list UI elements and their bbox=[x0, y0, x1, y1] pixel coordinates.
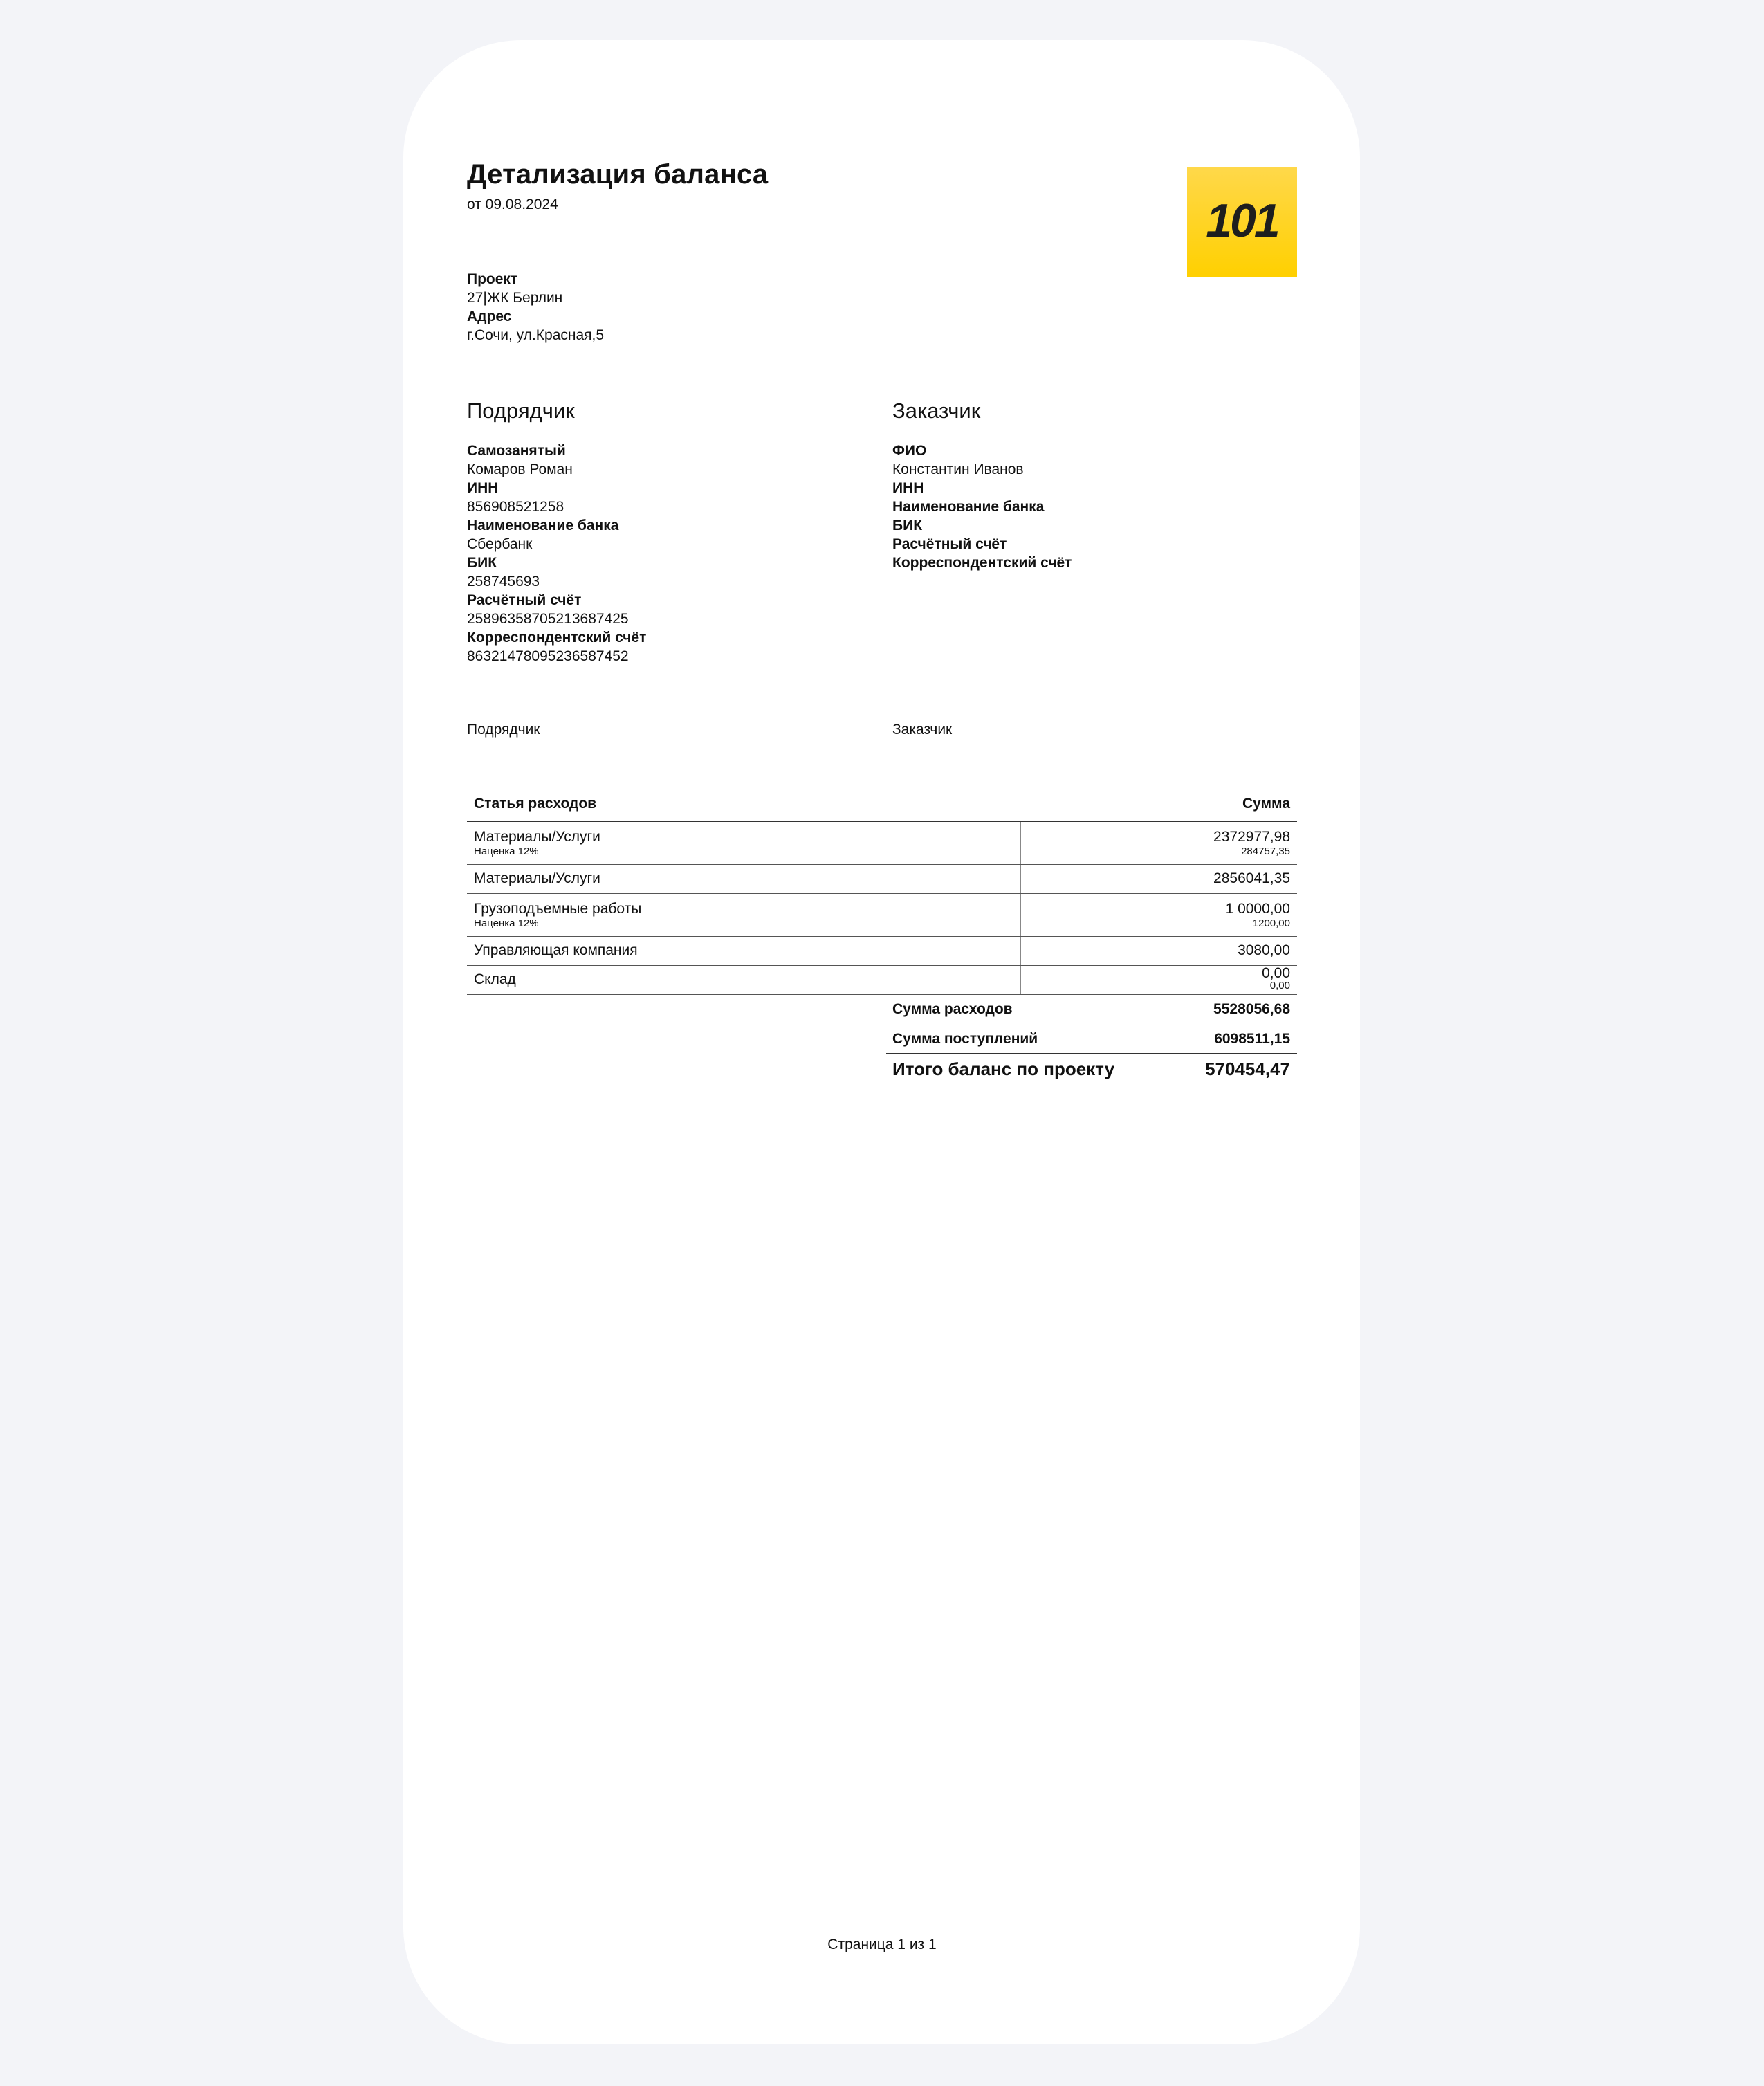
expense-name-cell bbox=[467, 821, 1021, 864]
expense-sub-sum: 0,00 bbox=[1269, 980, 1290, 991]
expense-note: Наценка 12% bbox=[474, 845, 539, 857]
expense-name: Склад bbox=[474, 971, 516, 987]
customer-field-label: Расчётный счёт bbox=[892, 536, 1007, 552]
contractor-field-label: Расчётный счёт bbox=[467, 592, 582, 608]
expense-sum: 2372977,98 bbox=[1213, 828, 1290, 845]
contractor-field-value: 856908521258 bbox=[467, 499, 564, 515]
logo-text: 101 bbox=[1206, 194, 1278, 247]
project-label: Проект bbox=[467, 271, 518, 287]
contractor-signature-label: Подрядчик bbox=[467, 722, 540, 738]
contractor-field-value: 258745693 bbox=[467, 574, 540, 589]
document-title: Детализация баланса bbox=[467, 159, 769, 190]
expenses-table bbox=[467, 787, 1297, 995]
expense-sum-cell bbox=[1021, 965, 1298, 994]
expense-sum-cell bbox=[1021, 864, 1298, 893]
expense-sum: 3080,00 bbox=[1238, 942, 1290, 958]
table-header-row bbox=[467, 787, 1297, 821]
expense-name: Управляющая компания bbox=[474, 942, 638, 958]
expense-name: Грузоподъемные работы bbox=[474, 900, 642, 917]
contractor-field-value: 25896358705213687425 bbox=[467, 611, 629, 627]
project-value: 27|ЖК Берлин bbox=[467, 290, 563, 306]
total-expenses-value: 5528056,68 bbox=[1213, 1001, 1290, 1017]
contractor-field-label: БИК bbox=[467, 555, 497, 571]
expense-sum: 0,00 bbox=[1262, 965, 1290, 981]
customer-signature-label: Заказчик bbox=[892, 722, 953, 738]
table-row bbox=[467, 893, 1297, 936]
contractor-field-label: ИНН bbox=[467, 480, 499, 496]
table-row bbox=[467, 965, 1297, 994]
company-logo bbox=[1187, 167, 1297, 277]
table-row bbox=[467, 821, 1297, 864]
address-value: г.Сочи, ул.Красная,5 bbox=[467, 327, 605, 343]
customer-heading: Заказчик bbox=[892, 399, 981, 423]
expense-name: Материалы/Услуги bbox=[474, 870, 600, 886]
expense-name-cell bbox=[467, 965, 1021, 994]
contractor-heading: Подрядчик bbox=[467, 399, 575, 423]
table-row bbox=[467, 936, 1297, 965]
customer-field-label: Наименование банка bbox=[892, 499, 1045, 515]
customer-field-value: Константин Иванов bbox=[892, 461, 1024, 477]
expense-sum-cell bbox=[1021, 821, 1298, 864]
expense-note: Наценка 12% bbox=[474, 917, 539, 929]
contractor-field-value: 86321478095236587452 bbox=[467, 648, 629, 664]
customer-field-label: ФИО bbox=[892, 443, 927, 459]
customer-field-label: Корреспондентский счёт bbox=[892, 555, 1072, 571]
column-header-sum: Сумма bbox=[1021, 787, 1298, 821]
total-income-label: Сумма поступлений bbox=[892, 1031, 1038, 1047]
expense-sum-cell bbox=[1021, 936, 1298, 965]
expense-sum-cell bbox=[1021, 893, 1298, 936]
customer-field-label: БИК bbox=[892, 518, 923, 533]
expense-sum: 1 0000,00 bbox=[1225, 900, 1290, 917]
document-date: от 09.08.2024 bbox=[467, 196, 558, 212]
contractor-field-value: Сбербанк bbox=[467, 536, 533, 552]
contractor-field-label: Самозанятый bbox=[467, 443, 566, 459]
customer-field-label: ИНН bbox=[892, 480, 924, 496]
page-number: Страница 1 из 1 bbox=[827, 1937, 937, 1952]
contractor-field-label: Корреспондентский счёт bbox=[467, 630, 647, 646]
balance-value: 570454,47 bbox=[1205, 1059, 1290, 1079]
expense-name-cell bbox=[467, 864, 1021, 893]
contractor-field-value: Комаров Роман bbox=[467, 461, 573, 477]
address-label: Адрес bbox=[467, 309, 512, 324]
total-income-value: 6098511,15 bbox=[1214, 1031, 1290, 1047]
expense-name-cell bbox=[467, 936, 1021, 965]
column-header-item: Статья расходов bbox=[467, 787, 1021, 821]
totals-divider bbox=[886, 1053, 1297, 1054]
expense-sub-sum: 1200,00 bbox=[1252, 917, 1290, 929]
expense-name: Материалы/Услуги bbox=[474, 828, 600, 845]
expense-sub-sum: 284757,35 bbox=[1241, 845, 1290, 857]
total-expenses-label: Сумма расходов bbox=[892, 1001, 1013, 1017]
balance-label: Итого баланс по проекту bbox=[892, 1059, 1115, 1079]
contractor-field-label: Наименование банка bbox=[467, 518, 619, 533]
expense-name-cell bbox=[467, 893, 1021, 936]
expense-sum: 2856041,35 bbox=[1213, 870, 1290, 886]
table-row bbox=[467, 864, 1297, 893]
